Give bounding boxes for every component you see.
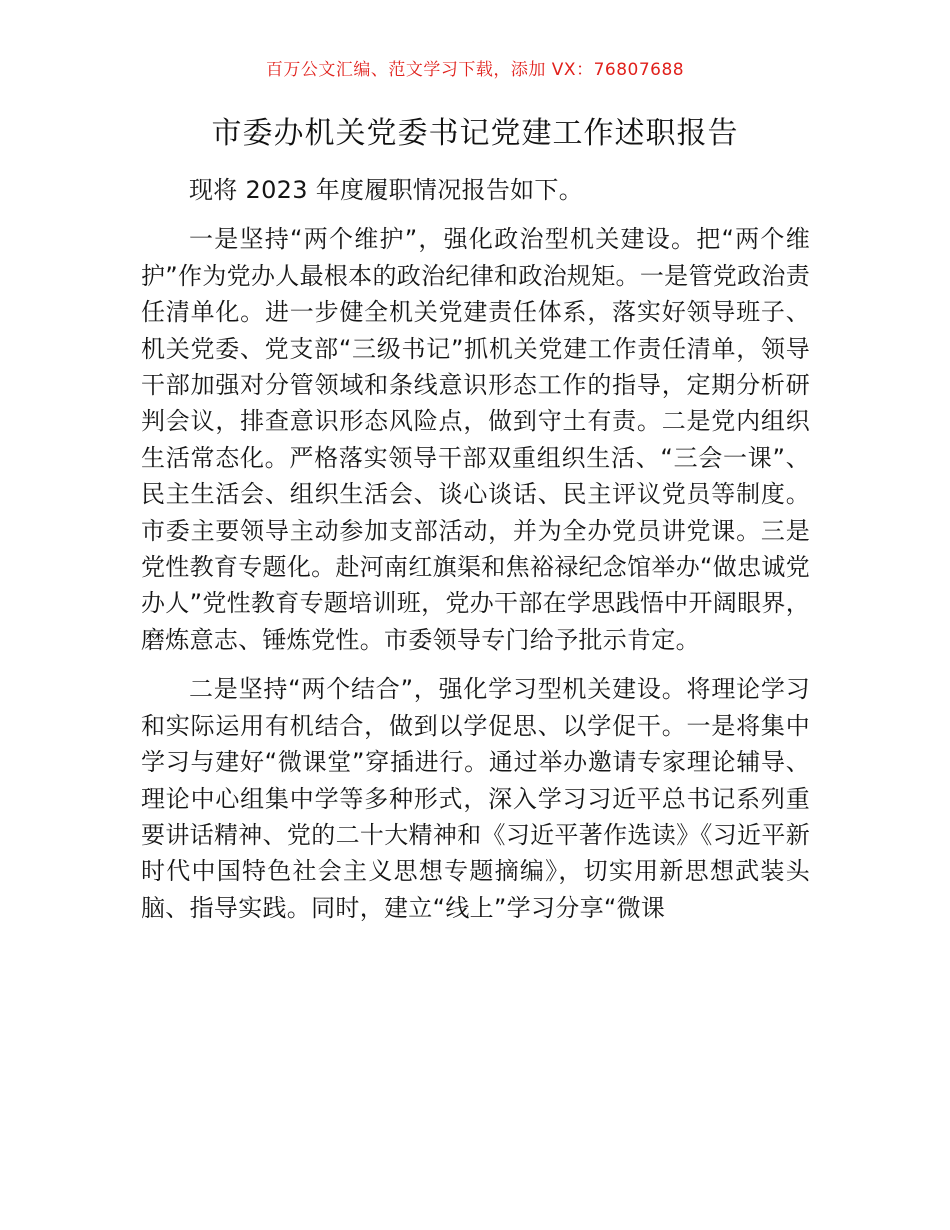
document-body <box>141 172 810 926</box>
watermark-header: 百万公文汇编、范文学习下载，添加 VX：76807688 <box>265 60 685 80</box>
paragraph-intro: 现将 2023 年度履职情况报告如下。 <box>189 176 584 204</box>
paragraph-learning: 二是坚持“两个结合”，强化学习型机关建设。将理论学习和实际运用有机结合，做到以学促思、以学促干。一是将集中学习与建好“微课堂”穿插进行。通过举办邀请专家理论辅导、理论中心组集中学等多种形式，深入学习习近平总书记系列重要讲话精神、党的二十大精神和《习近平著作选读》《习近平新时代中国特色社会主义思想专题摘编》，切实用新思想武装头脑、指导实践。同时，建立“线上”学习分享“微课 <box>141 675 810 922</box>
paragraph-political: 一是坚持“两个维护”，强化政治型机关建设。把“两个维护”作为党办人最根本的政治纪律和政治规矩。一是管党政治责任清单化。进一步健全机关党建责任体系，落实好领导班子、机关党委、党支部“三级书记”抓机关党建工作责任清单，领导干部加强对分管领域和条线意识形态工作的指导，定期分析研判会议，排查意识形态风险点，做到守土有责。二是党内组织生活常态化。严格落实领导干部双重组织生活、“三会一课”、民主生活会、组织生活会、谈心谈话、民主评议党员等制度。市委主要领导主动参加支部活动，并为全办党员讲党课。三是党性教育专题化。赴河南红旗渠和焦裕禄纪念馆举办“做忠诚党办人”党性教育专题培训班，党办干部在学思践悟中开阔眼界，磨炼意志、锤炼党性。市委领导专门给予批示肯定。 <box>141 225 810 654</box>
document-title: 市委办机关党委书记党建工作述职报告 <box>211 116 739 151</box>
